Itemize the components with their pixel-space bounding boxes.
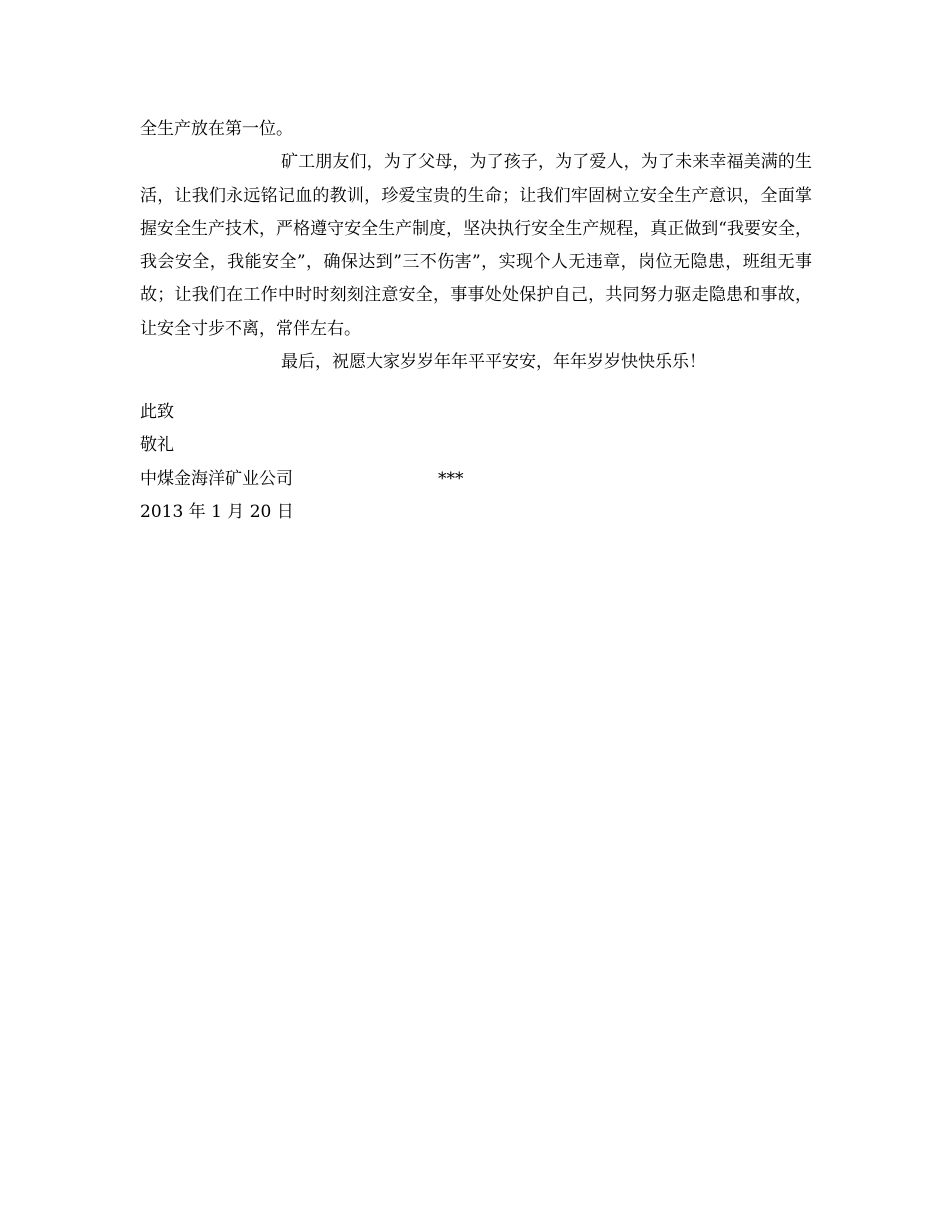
sender-line: [140, 463, 812, 496]
letter-date: 2013 年 1 月 20 日: [140, 502, 294, 522]
salutation-ci-zhi: 此致: [140, 402, 174, 422]
safety-appeal-paragraph: 矿工朋友们，为了父母，为了孩子，为了爱人，为了未来幸福美满的生活，让我们永远铭记血的教训，珍爱宝贵的生命；让我们牢固树立安全生产意识，全面掌握安全生产技术，严格遵守安全生产制度，坚决执行安全生产规程，真正做到“我要安全，我会安全，我能安全”，确保达到”三不伤害”，实现个人无违章，岗位无隐患，班组无事故；让我们在工作中时时刻刻注意安全，事事处处保护自己，共同努力驱走隐患和事故，让安全寸步不离，常伴左右。: [140, 152, 812, 339]
salutation-jing-li: 敬礼: [140, 435, 174, 455]
letter-body: [140, 113, 812, 379]
sender-organization: 中煤金海洋矿业公司: [140, 469, 293, 489]
closing-wish-paragraph: 最后，祝愿大家岁岁年年平平安安，年年岁岁快快乐乐！: [281, 352, 706, 373]
continued-paragraph-line: 全生产放在第一位。: [140, 119, 293, 139]
sender-name: ***: [438, 469, 464, 489]
